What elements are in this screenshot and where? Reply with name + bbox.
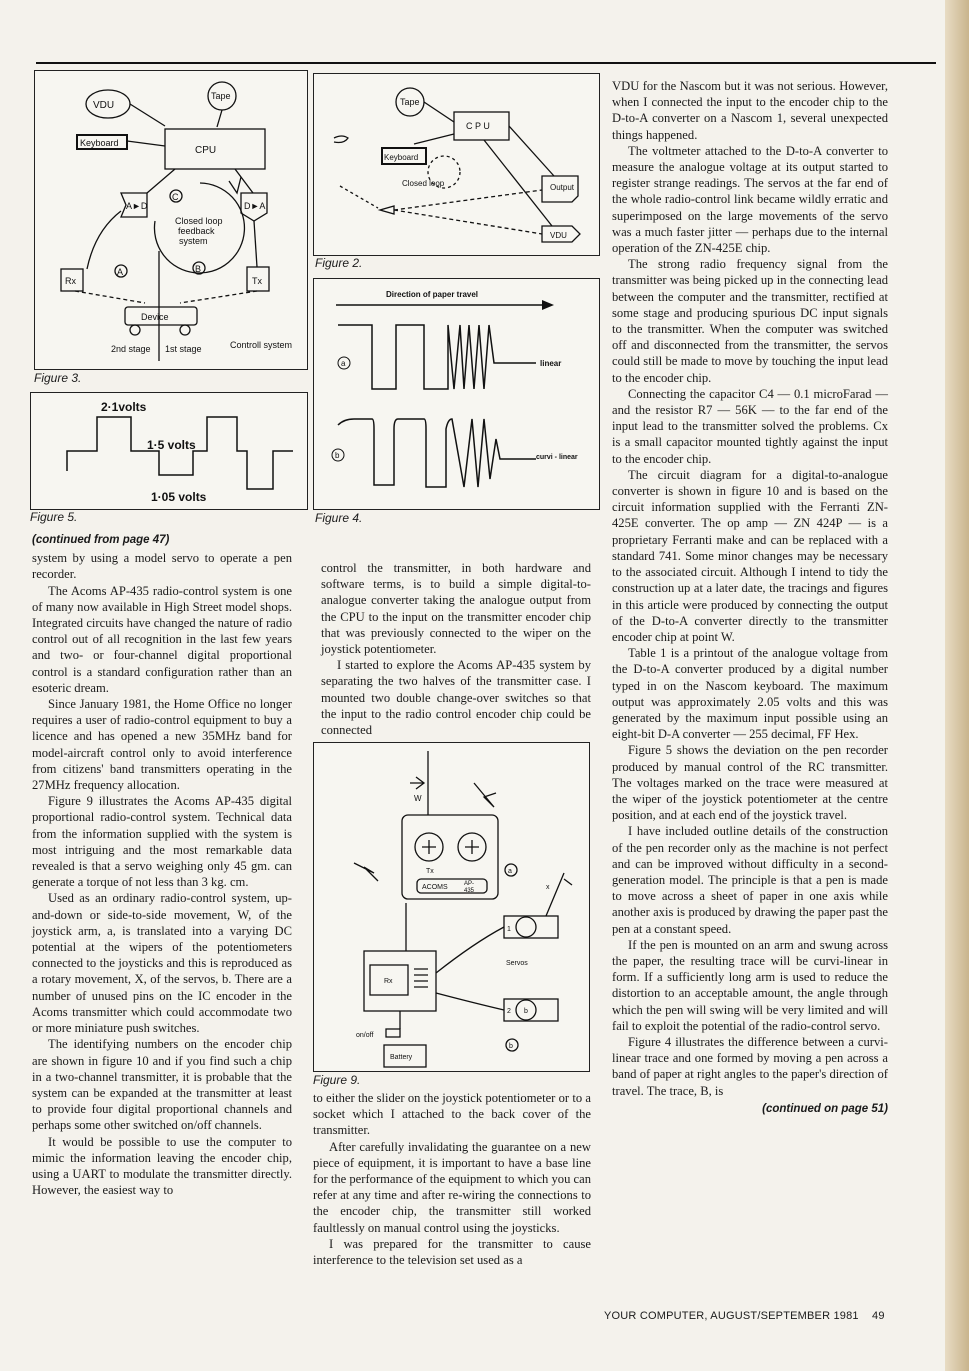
fig4-curvi: curvi - linear [536, 454, 578, 461]
col3-paragraph: The strong radio frequency signal from the transmitter was being picked up in the connecting lead between the computer and the transmitter, rectified at some stage and producing spurious DC input signals to the transmitter. When the computer was switched off and disconnected from the transmitter, the servos could still be made to move by touching the input lead to the encoder chip. [612, 257, 888, 385]
col3-paragraph: VDU for the Nascom but it was not serious. However, when I connected the input to the encoder chip to the D-to-A converter on a Nascom 1, several unexpected things happened. [612, 79, 888, 142]
fig3-dtoa: D►A [244, 201, 266, 211]
fig9-servo-2: 2 [507, 1008, 511, 1015]
fig2-keyboard: Keyboard [384, 153, 419, 162]
fig9-a: a [508, 868, 512, 875]
fig4-direction: Direction of paper travel [386, 290, 479, 299]
col1-paragraph: system by using a model servo to operate a pen recorder. [32, 551, 292, 582]
figure-3-caption: Figure 3. [34, 371, 82, 385]
fig5-label-2: 1·5 volts [147, 438, 196, 452]
col2-paragraph: control the transmitter, in both hardware and software terms, is to build a simple digital-to-analogue converter taking the analogue output from the CPU to the input on the transmitter encoder chip that was previously connected to the wiper on the joystick potentiometer. [321, 561, 591, 657]
fig5-label-3: 1·05 volts [151, 490, 207, 504]
fig3-control: Controll system [230, 340, 293, 350]
col2-paragraph: I was prepared for the transmitter to cause interference to the television set used as a [313, 1236, 591, 1268]
fig9-servo-1: 1 [507, 926, 511, 933]
figure-3-diagram [34, 70, 308, 370]
figure-9-caption: Figure 9. [313, 1073, 361, 1087]
col3-paragraph: Figure 5 shows the deviation on the pen recorder produced by manual control of the RC transmitter. The voltages marked on the trace were measured at the wiper of the joystick potentiometer at the centre position, and at each end of the joystick travel. [612, 743, 888, 823]
page-footer [604, 1310, 885, 1322]
fig2-closed-loop: Closed loop [402, 179, 445, 188]
fig2-output: Output [550, 183, 575, 192]
fig3-stage2: 2nd stage [111, 344, 151, 354]
col1-paragraph: The identifying numbers on the encoder chip are shown in figure 10 and if you find such a chip in a two-channel transmitter, it is probable that the system can be expanded at the transmitter at least to provide four digital proportional channels and perhaps some other switched on/off channels. [32, 1037, 292, 1133]
col1-paragraph: Used as an ordinary radio-control system, up-and-down or side-to-side movement, W, of the joystick arm, a, is translated into a varying DC potential at the wipers of the potentiometers connected to the joysticks and this is reproduced as a rotary movement, X, of the servos, b. There are a number of unused pins on the IC encoder in the Acoms transmitter which could accommodate two or more miniature push switches. [32, 891, 292, 1036]
col1-paragraph: The Acoms AP-435 radio-control system is one of many now available in High Street model shops. Integrated circuits have changed the nature of radio control out of all recognition in the last few years and two- or four-channel digital proportional control is a standard configuration rather than an esoteric dream. [32, 583, 292, 695]
fig3-loop-1: Closed loop [175, 216, 223, 226]
figure-2-caption: Figure 2. [315, 256, 363, 270]
col3-paragraph: I have included outline details of the construction of the pen recorder only as the machine is not perfect and can be improved without difficulty in a second-generation model. The principle is that a pen is made to move across a sheet of paper in one axis while another axis is produced by drawing the paper past the pen at a constant speed. [612, 824, 888, 936]
fig5-label-1: 2·1volts [101, 400, 147, 414]
fig9-w: W [414, 794, 422, 803]
col1-paragraph: Figure 9 illustrates the Acoms AP-435 digital proportional radio-control system. Technical data from the information supplied with the system is most intriguing and the most remarkable data revealed is that a servo weighing only 45 gm. can generate a torque of not less than 3 kg. cm. [32, 794, 292, 890]
fig9-tx: Tx [426, 868, 434, 875]
top-rule [36, 62, 936, 64]
column-2-bottom [313, 1090, 591, 1268]
page-edge [945, 0, 969, 1371]
figure-2-diagram [313, 73, 600, 256]
fig3-b-marker: B [195, 264, 202, 274]
fig3-tape: Tape [211, 91, 231, 101]
figure-4-diagram [313, 278, 600, 510]
fig3-c-marker: C [172, 192, 179, 202]
col2-paragraph: to either the slider on the joystick potentiometer or to a socket which I attached to the back cover of the transmitter. [313, 1091, 591, 1138]
fig2-vdu: VDU [550, 231, 567, 240]
fig9-b-small: b [524, 1008, 528, 1015]
fig4-b: b [335, 451, 340, 460]
fig2-tape: Tape [400, 97, 420, 107]
col3-paragraph: Connecting the capacitor C4 — 0.1 microFarad — and the resistor R7 — 56K — to the far end of the input lead to the transmitter solved the problems. Cx is a small capacitor mounted tightly against the input to the encoder chip. [612, 386, 888, 466]
fig3-loop-3: system [179, 236, 208, 246]
page-number: 49 [872, 1310, 885, 1322]
fig3-device: Device [141, 312, 169, 322]
col1-paragraph: It would be possible to use the computer to mimic the information leaving the encoder chip, using a UART to modulate the transmitter directly. However, the easiest way to [32, 1134, 292, 1198]
col3-paragraph: Table 1 is a printout of the analogue voltage from the D-to-A converter produced by a digital number typed in on the Nascom keyboard. The maximum output was approximately 2.05 volts and this was generated by the maximum input possible using an eight-bit D-A converter — 255 decimal, FF Hex. [612, 646, 888, 742]
figure-5-diagram [30, 392, 308, 510]
magazine-title: YOUR COMPUTER, AUGUST/SEPTEMBER 1981 [604, 1310, 859, 1322]
fig9-rx: Rx [384, 978, 393, 985]
fig3-a-marker: A [117, 267, 124, 277]
column-1 [32, 532, 292, 1198]
fig9-ap: AP- [464, 881, 475, 887]
fig3-stage1: 1st stage [165, 344, 202, 354]
column-3 [612, 78, 888, 1117]
figure-5-caption: Figure 5. [30, 510, 78, 524]
fig9-battery: Battery [390, 1054, 413, 1061]
fig9-x: x [546, 884, 550, 891]
column-2-top [321, 560, 591, 738]
col2-paragraph: After carefully invalidating the guarantee on a new piece of equipment, it is important to have a base line for the performance of the equipment to which you can refer at any time and after re-wiring the connections to the encoder chip, the transmitter still worked faultlessly on manual control using the joysticks. [313, 1139, 592, 1235]
col2-paragraph: I started to explore the Acoms AP-435 system by separating the two halves of the transmitter case. I mounted two double change-over switches so that the input to the radio control encoder chip could be connected [321, 658, 591, 738]
col3-paragraph: Figure 4 illustrates the difference between a curvi-linear trace and one formed by moving a pen across a band of paper at right angles to the paper's direction of travel. The trace, B, is [612, 1034, 888, 1098]
fig3-rx: Rx [65, 276, 76, 286]
fig3-loop-2: feedback [178, 226, 215, 236]
fig9-acoms: ACOMS [422, 884, 448, 891]
col1-paragraph: Since January 1981, the Home Office no longer requires a user of radio-control equipment to buy a licence and has opened a new 35MHz band for model-aircraft control only to avoid interference from citizens' band transmitters operating in the 27MHz frequency allocation. [32, 697, 292, 793]
fig9-b: b [509, 1043, 513, 1050]
fig3-tx: Tx [252, 276, 262, 286]
fig9-onoff: on/off [356, 1032, 374, 1039]
fig2-cpu: C P U [466, 121, 490, 131]
fig3-atod: A►D [126, 201, 148, 211]
continued-from: (continued from page 47) [32, 534, 170, 546]
fig3-vdu: VDU [93, 100, 115, 111]
fig4-a: a [341, 359, 346, 368]
fig3-keyboard: Keyboard [80, 138, 119, 148]
fig9-model: 435 [464, 888, 475, 894]
continued-on: (continued on page 51) [762, 1102, 888, 1115]
fig9-servos: Servos [506, 960, 528, 967]
fig4-linear: linear [540, 359, 562, 368]
col3-paragraph: If the pen is mounted on an arm and swung across the paper, the resulting trace will be curvi-linear in form. If a sufficiently long arm is used to reduce the distortion to an acceptable amount, the angle through which the pen will swing will be very limited and will fail to exploit the potential of the radio-control servo. [612, 937, 888, 1033]
figure-4-caption: Figure 4. [315, 511, 363, 525]
figure-9-diagram [313, 742, 590, 1072]
col3-paragraph: The circuit diagram for a digital-to-analogue converter is shown in figure 10 and is based on the circuit information supplied with the Ferranti ZN-425E converter. The op amp — ZN 424P — is a proprietary Ferranti make and can be replaced with a standard 741. Some minor changes may be necessary to the associated circuit. Although I intend to tidy the construction up at a later date, the tracings and figures in this article were produced by connecting the output of the D-to-A converter directly to the transmitter encoder chip at point W. [612, 467, 888, 644]
col3-paragraph: The voltmeter attached to the D-to-A converter to measure the analogue voltage at its output started to register strange readings. The servos at the far end of the whole radio-control link became wildly erratic and superimposed on the large movements of the servo was a much faster jitter — perhaps due to the internal operation of the ZN-425E chip. [612, 143, 888, 256]
fig3-cpu: CPU [195, 145, 217, 156]
